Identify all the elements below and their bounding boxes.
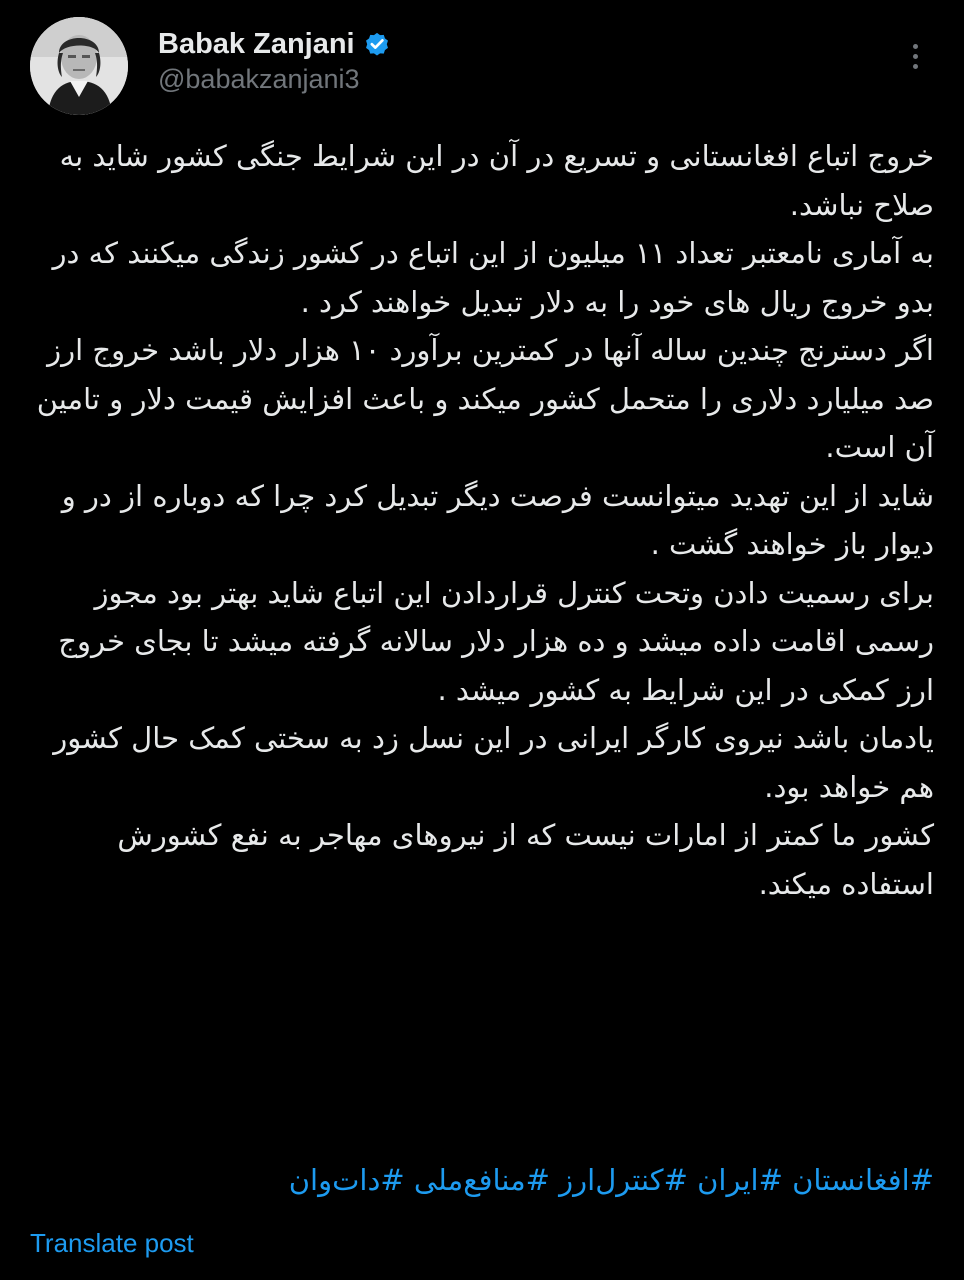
avatar[interactable] xyxy=(30,17,128,115)
hashtag-link[interactable]: #کنترل‌ارز xyxy=(559,1163,688,1197)
tweet-paragraph: خروج اتباع افغانستانی و تسریع در آن در این شرایط جنگی کشور شاید به صلاح نباشد. xyxy=(59,139,934,222)
profile-photo-icon xyxy=(30,17,128,115)
verified-badge-icon xyxy=(363,30,391,58)
hashtag-link[interactable]: #منافع‌ملی xyxy=(413,1163,550,1197)
more-options-button[interactable] xyxy=(900,36,930,76)
tweet-text xyxy=(30,132,934,908)
author-handle[interactable]: @babakzanjani3 xyxy=(158,64,360,94)
tweet-header xyxy=(0,0,964,130)
tweet-paragraph: شاید از این تهدید میتوانست فرصت دیگر تبدیل کرد چرا که دوباره از در و دیوار باز خواهند گشت . xyxy=(61,478,934,561)
author-display-name[interactable]: Babak Zanjani xyxy=(158,27,355,60)
tweet-paragraph: یادمان باشد نیروی کارگر ایرانی در این نسل زد به سختی کمک حال کشور هم خواهد بود. xyxy=(53,721,934,804)
tweet-paragraph: کشور ما کمتر از امارات نیست که از نیروهای مهاجر به نفع کشورش استفاده میکند. xyxy=(117,818,934,901)
tweet-paragraph: به آماری نامعتبر تعداد ۱۱ میلیون از این اتباع در کشور زندگی میکنند که در بدو خروج ریال های خود را به دلار تبدیل خواهند کرد . xyxy=(52,236,934,319)
hashtag-list xyxy=(30,1156,934,1204)
more-vertical-icon xyxy=(913,44,918,49)
hashtag-link[interactable]: #افغانستان xyxy=(792,1163,934,1197)
author-name-row xyxy=(158,26,391,62)
hashtag-link[interactable]: #ایران xyxy=(697,1163,783,1197)
more-vertical-icon xyxy=(913,54,918,59)
hashtag-link[interactable]: #دات‌وان xyxy=(288,1163,405,1197)
tweet-paragraph: برای رسمیت دادن وتحت کنترل قراردادن این اتباع شاید بهتر بود مجوز رسمی اقامت داده میشد و ده هزار دلار سالانه گرفته میشد تا بجای خروج ارز کمکی در این شرایط به کشور میشد . xyxy=(58,575,934,707)
translate-post-link[interactable]: Translate post xyxy=(30,1228,194,1258)
more-vertical-icon xyxy=(913,64,918,69)
tweet-paragraph: اگر دسترنج چندین ساله آنها در کمترین برآورد ۱۰ هزار دلار باشد خروج ارز صد میلیارد دلاری را متحمل کشور میکند و باعث افزایش قیمت دلار و تامین آن است. xyxy=(36,333,934,464)
